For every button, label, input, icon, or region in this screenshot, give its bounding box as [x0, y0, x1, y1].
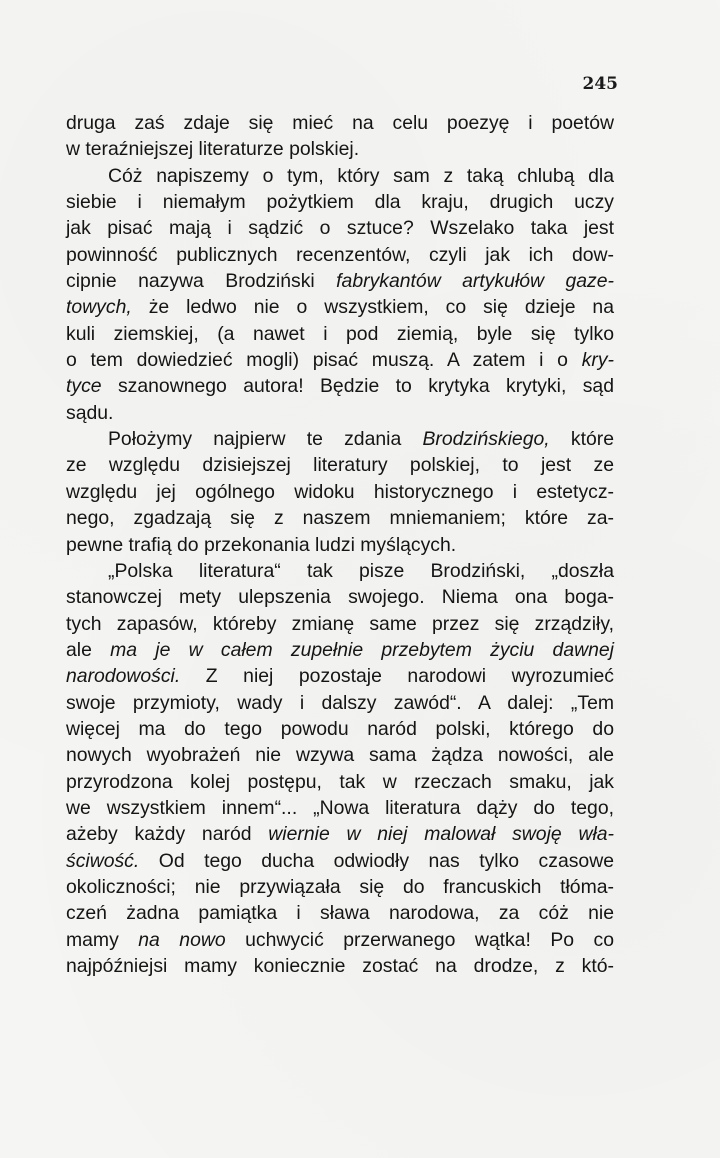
italic-text: ma je w całem zupełnie przebytem życiu dawnej [110, 638, 614, 661]
text-segment: jak pisać mają i sądzić o sztuce? Wszelako taka jest [66, 217, 614, 240]
text-segment: stanowczej mety ulepszenia swojego. Niema ona boga- [66, 586, 614, 609]
italic-text: na nowo [138, 928, 226, 951]
italic-text: Brodzińskiego, [422, 428, 550, 451]
text-segment: czeń żadna pamiątka i sława narodowa, za cóż nie [66, 902, 614, 925]
text-line [66, 189, 614, 215]
text-line [66, 900, 614, 926]
text-line [66, 795, 614, 821]
text-line [66, 874, 614, 900]
italic-text: ściwość. [66, 849, 140, 872]
text-segment: najpóźniejsi mamy koniecznie zostać na drodze, z któ- [66, 955, 614, 977]
text-segment: tych zapasów, któreby zmianę same przez się zrządziły, [66, 612, 614, 635]
text-line [66, 136, 614, 162]
text-segment: że ledwo nie o wszystkiem, co się dzieje na [131, 296, 614, 319]
text-segment: pewne trafią do przekonania ludzi myślących. [66, 533, 457, 556]
text-line [66, 821, 614, 847]
italic-text: tyce [66, 375, 102, 398]
text-segment: ale [66, 638, 111, 661]
text-line [66, 215, 614, 241]
text-line [66, 663, 614, 689]
text-line [66, 426, 614, 452]
text-segment: sądu. [66, 401, 114, 424]
text-segment: szanownego autora! Będzie to krytyka krytyki, sąd [101, 375, 614, 398]
text-line [66, 716, 614, 742]
text-line [66, 769, 614, 795]
text-line [66, 110, 614, 136]
text-line [66, 479, 614, 505]
text-line [66, 558, 614, 584]
text-segment: uchwycić przerwanego wątka! Po co [225, 928, 614, 951]
text-line [66, 848, 614, 874]
text-line [66, 373, 614, 399]
italic-text: wiernie w niej malował swoję wła- [268, 823, 614, 846]
text-segment: o tem dowiedzieć mogli) pisać muszą. A zatem i o [66, 349, 582, 372]
text-line [66, 611, 614, 637]
text-line [66, 927, 614, 953]
text-line [66, 452, 614, 478]
text-segment: przyrodzona kolej postępu, tak w rzeczach smaku, jak [66, 770, 614, 793]
text-line [66, 953, 614, 979]
text-segment: które [549, 428, 615, 451]
text-segment: Cóż napiszemy o tym, który sam z taką chlubą dla [108, 164, 614, 187]
text-segment: mamy [66, 928, 139, 951]
text-segment: Z niej pozostaje narodowi wyrozumieć [180, 665, 614, 688]
italic-text: kry- [581, 349, 614, 372]
text-segment: swoje przymioty, wady i dalszy zawód“. A dalej: „Tem [66, 691, 614, 714]
text-segment: względu jej ogólnego widoku historycznego i estetycz- [66, 480, 614, 503]
text-segment: ze względu dzisiejszej literatury polskiej, to jest ze [66, 454, 614, 477]
text-line [66, 163, 614, 189]
text-line [66, 400, 614, 426]
text-segment: kuli ziemskiej, (a nawet i pod ziemią, byle się tylko [66, 322, 614, 345]
text-segment: siebie i niemałym pożytkiem dla kraju, drugich uczy [66, 191, 614, 214]
text-segment: więcej ma do tego powodu naród polski, którego do [66, 717, 614, 740]
text-segment: ażeby każdy naród [66, 823, 269, 846]
text-line [66, 347, 614, 373]
text-segment: we wszystkiem innem“... „Nowa literatura dąży do tego, [66, 796, 614, 819]
italic-text: fabrykantów artykułów gaze- [336, 270, 614, 293]
text-segment: druga zaś zdaje się mieć na celu poezyę i poetów [66, 112, 614, 134]
text-line [66, 584, 614, 610]
text-line [66, 637, 614, 663]
text-segment: powinność publicznych recenzentów, czyli jak ich dow- [66, 243, 614, 266]
text-line [66, 294, 614, 320]
text-segment: Od tego ducha odwiodły nas tylko czasowe [139, 849, 614, 872]
page-number: 245 [582, 74, 618, 94]
text-line [66, 505, 614, 531]
text-segment: w teraźniejszej literaturze polskiej. [66, 138, 360, 161]
text-segment: cipnie nazywa Brodziński [66, 270, 337, 293]
text-segment: „Polska literatura“ tak pisze Brodziński, „doszła [108, 559, 614, 582]
body-text [66, 110, 614, 979]
text-segment: Położymy najpierw te zdania [108, 428, 423, 451]
text-segment: nowych wyobrażeń nie wzywa sama żądza nowości, ale [66, 744, 614, 767]
text-line [66, 690, 614, 716]
italic-text: towych, [66, 296, 132, 319]
text-line [66, 242, 614, 268]
text-line [66, 321, 614, 347]
text-line [66, 268, 614, 294]
text-line [66, 532, 614, 558]
text-line [66, 742, 614, 768]
text-segment: okoliczności; nie przywiązała się do francuskich tłóma- [66, 875, 614, 898]
text-segment: nego, zgadzają się z naszem mniemaniem; które za- [66, 507, 614, 530]
italic-text: narodowości. [66, 665, 181, 688]
